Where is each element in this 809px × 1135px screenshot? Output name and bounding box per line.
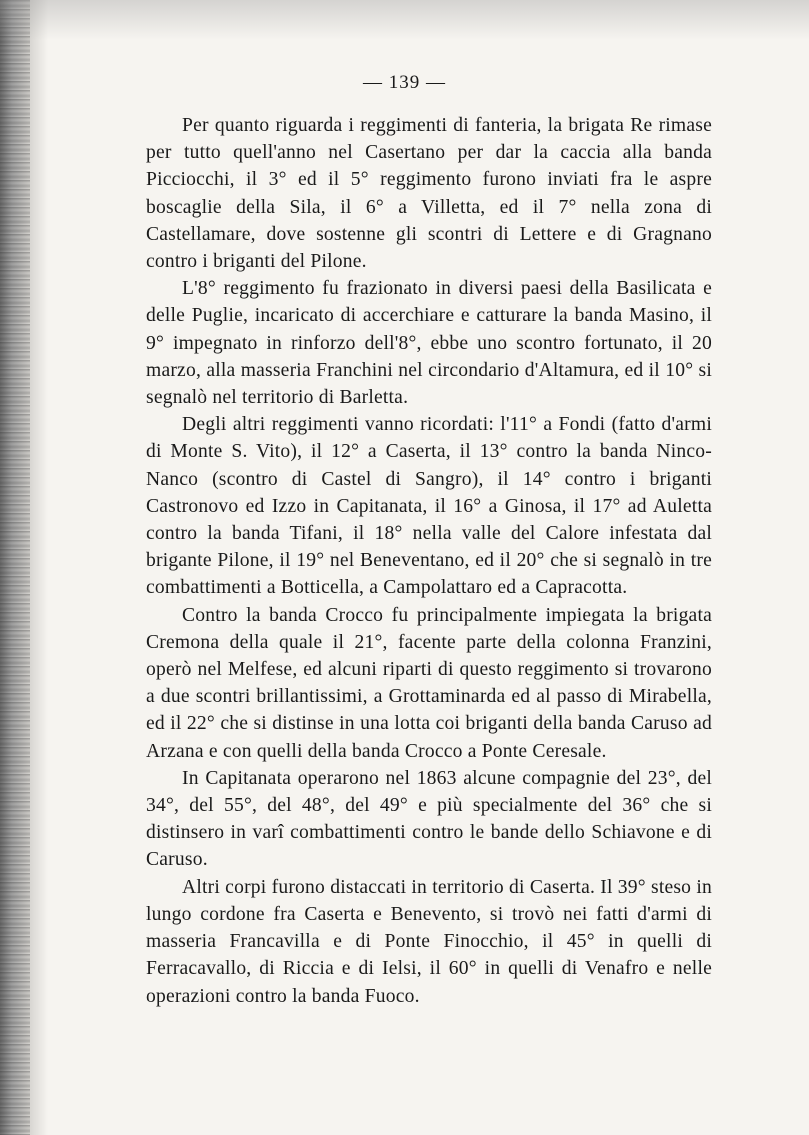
top-edge-shadow	[0, 0, 809, 40]
paragraph-2: L'8° reggimento fu frazionato in diversi paesi della Basilicata e delle Puglie, incaricato di accerchiare e catturare la banda Masino, il 9° impegnato in rinforzo dell'8°, ebbe uno scontro fortunato, il 20 marzo, alla masseria Franchini nel circondario d'Altamura, ed il 10° si segnalò nel territorio di Barletta.	[146, 278, 712, 409]
paragraph-1: Per quanto riguarda i reggimenti di fanteria, la brigata Re rimase per tutto quell'anno nel Casertano per dar la caccia alla banda Picciocchi, il 3° ed il 5° reggimento furono inviati fra le aspre boscaglie della Sila, il 6° a Villetta, ed il 7° nella zona di Castellamare, dove sostenne gli scontri di Lettere e di Gragnano contro i briganti del Pilone.	[146, 115, 712, 273]
paragraph-4: Contro la banda Crocco fu principalmente impiegata la brigata Cremona della quale il 21°, facente parte della colonna Franzini, operò nel Melfese, ed alcuni riparti di questo reggimento si trovarono a due scontri brillantissimi, a Grottaminarda ed al passo di Mirabella, ed il 22° che si distinse in una lotta coi briganti della banda Caruso ad Arzana e con quelli della banda Crocco a Ponte Ceresale.	[146, 604, 712, 762]
body-text	[146, 112, 712, 1010]
paragraph-5: In Capitanata operarono nel 1863 alcune compagnie del 23°, del 34°, del 55°, del 48°, del 49° e più specialmente del 36° che si distinsero in varî combattimenti contro le bande dello Schiavone e di Caruso.	[146, 767, 712, 871]
paragraph-3: Degli altri reggimenti vanno ricordati: l'11° a Fondi (fatto d'armi di Monte S. Vito), il 12° a Caserta, il 13° contro la banda Ninco-Nanco (scontro di Castel di Sangro), il 14° contro i briganti Castronovo ed Izzo in Capitanata, il 16° a Ginosa, il 17° ad Auletta contro la banda Tifani, il 18° nella valle del Calore infestata dal brigante Pilone, il 19° nel Beneventano, ed il 20° che si segnalò in tre combattimenti a Botticella, a Campolattaro ed a Capracotta.	[146, 414, 712, 599]
paragraph-6: Altri corpi furono distaccati in territorio di Caserta. Il 39° steso in lungo cordone fra Caserta e Benevento, si trovò nei fatti d'armi di masseria Francavilla e di Ponte Finocchio, il 45° in quelli di Ferracavallo, di Riccia e di Ielsi, il 60° in quelli di Venafro e nelle operazioni contro la banda Fuoco.	[146, 876, 712, 1007]
binding-texture	[0, 0, 30, 1135]
page-number: — 139 —	[363, 72, 446, 93]
